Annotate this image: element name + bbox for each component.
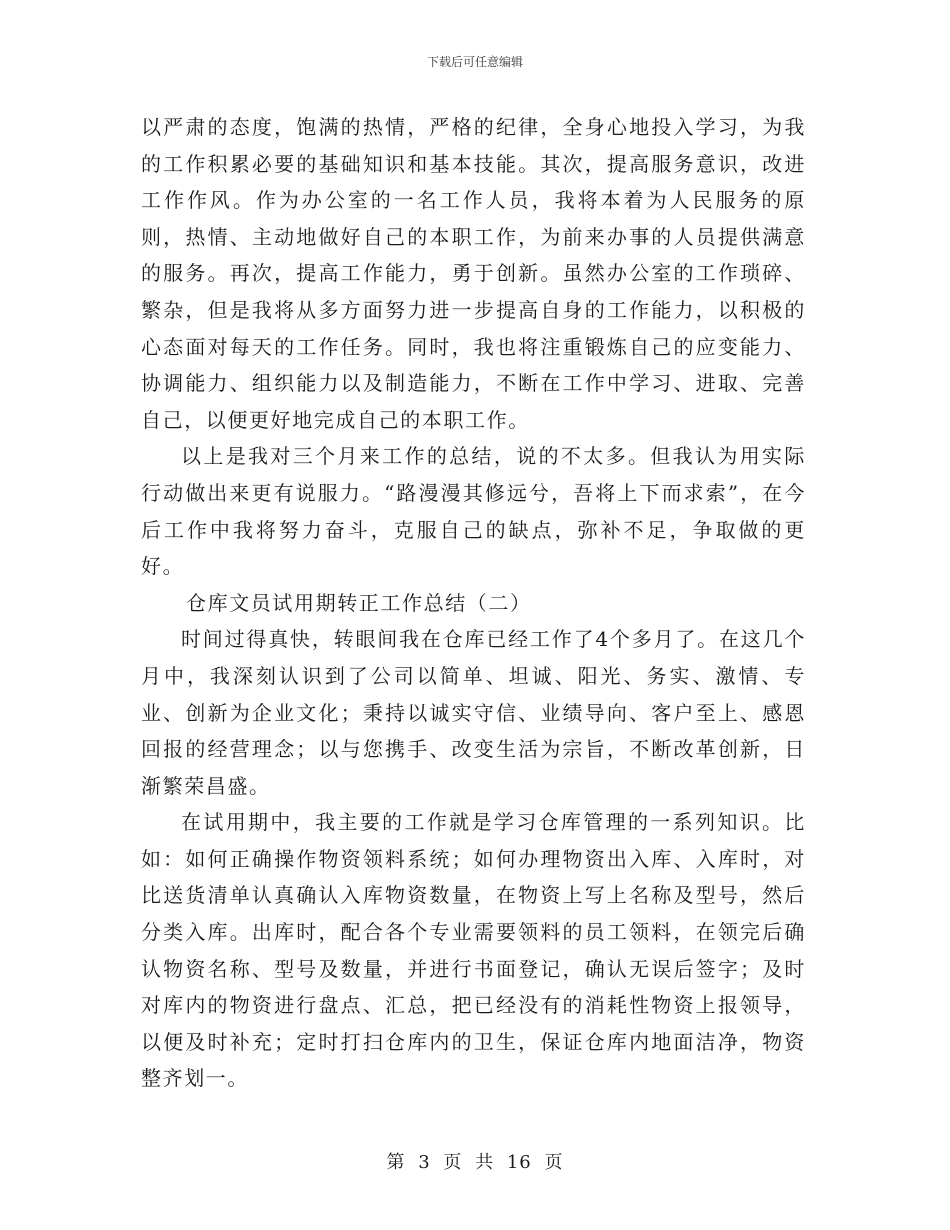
section-title: 仓库文员试用期转正工作总结（二）	[186, 590, 532, 615]
page-number: 第 3 页 共 16 页	[386, 1152, 564, 1173]
header-note: 下载后可任意编辑	[426, 55, 523, 69]
document-body	[141, 109, 806, 1097]
paragraph-4: 在试用期中，我主要的工作就是学习仓库管理的一系列知识。比如：如何正确操作物资领料系统；如何办理物资出入库、入库时，对比送货清单认真确认入库物资数量，在物资上写上名称及型号，然后分类入库。出库时，配合各个专业需要领料的员工领料，在领完后确认物资名称、型号及数量，并进行书面登记，确认无误后签字；及时对库内的物资进行盘点、汇总，把已经没有的消耗性物资上报领导，以便及时补充；定时打扫仓库内的卫生，保证仓库内地面洁净，物资整齐划一。	[141, 810, 806, 1091]
paragraph-1: 以严肃的态度，饱满的热情，严格的纪律，全身心地投入学习，为我的工作积累必要的基础知识和基本技能。其次，提高服务意识，改进工作作风。作为办公室的一名工作人员，我将本着为人民服务的原则，热情、主动地做好自己的本职工作，为前来办事的人员提供满意的服务。再次，提高工作能力，勇于创新。虽然办公室的工作琐碎、繁杂，但是我将从多方面努力进一步提高自身的工作能力，以积极的心态面对每天的工作任务。同时，我也将注重锻炼自己的应变能力、协调能力、组织能力以及制造能力，不断在工作中学习、进取、完善自己，以便更好地完成自己的本职工作。	[141, 115, 806, 432]
paragraph-3: 时间过得真快，转眼间我在仓库已经工作了4个多月了。在这几个月中，我深刻认识到了公司以简单、坦诚、阳光、务实、激情、专业、创新为企业文化；秉持以诚实守信、业绩导向、客户至上、感恩回报的经营理念；以与您携手、改变生活为宗旨，不断改革创新，日渐繁荣昌盛。	[141, 627, 806, 798]
paragraph-2: 以上是我对三个月来工作的总结，说的不太多。但我认为用实际行动做出来更有说服力。“路漫漫其修远兮，吾将上下而求索”，在今后工作中我将努力奋斗，克服自己的缺点，弥补不足，争取做的更好。	[141, 444, 806, 579]
